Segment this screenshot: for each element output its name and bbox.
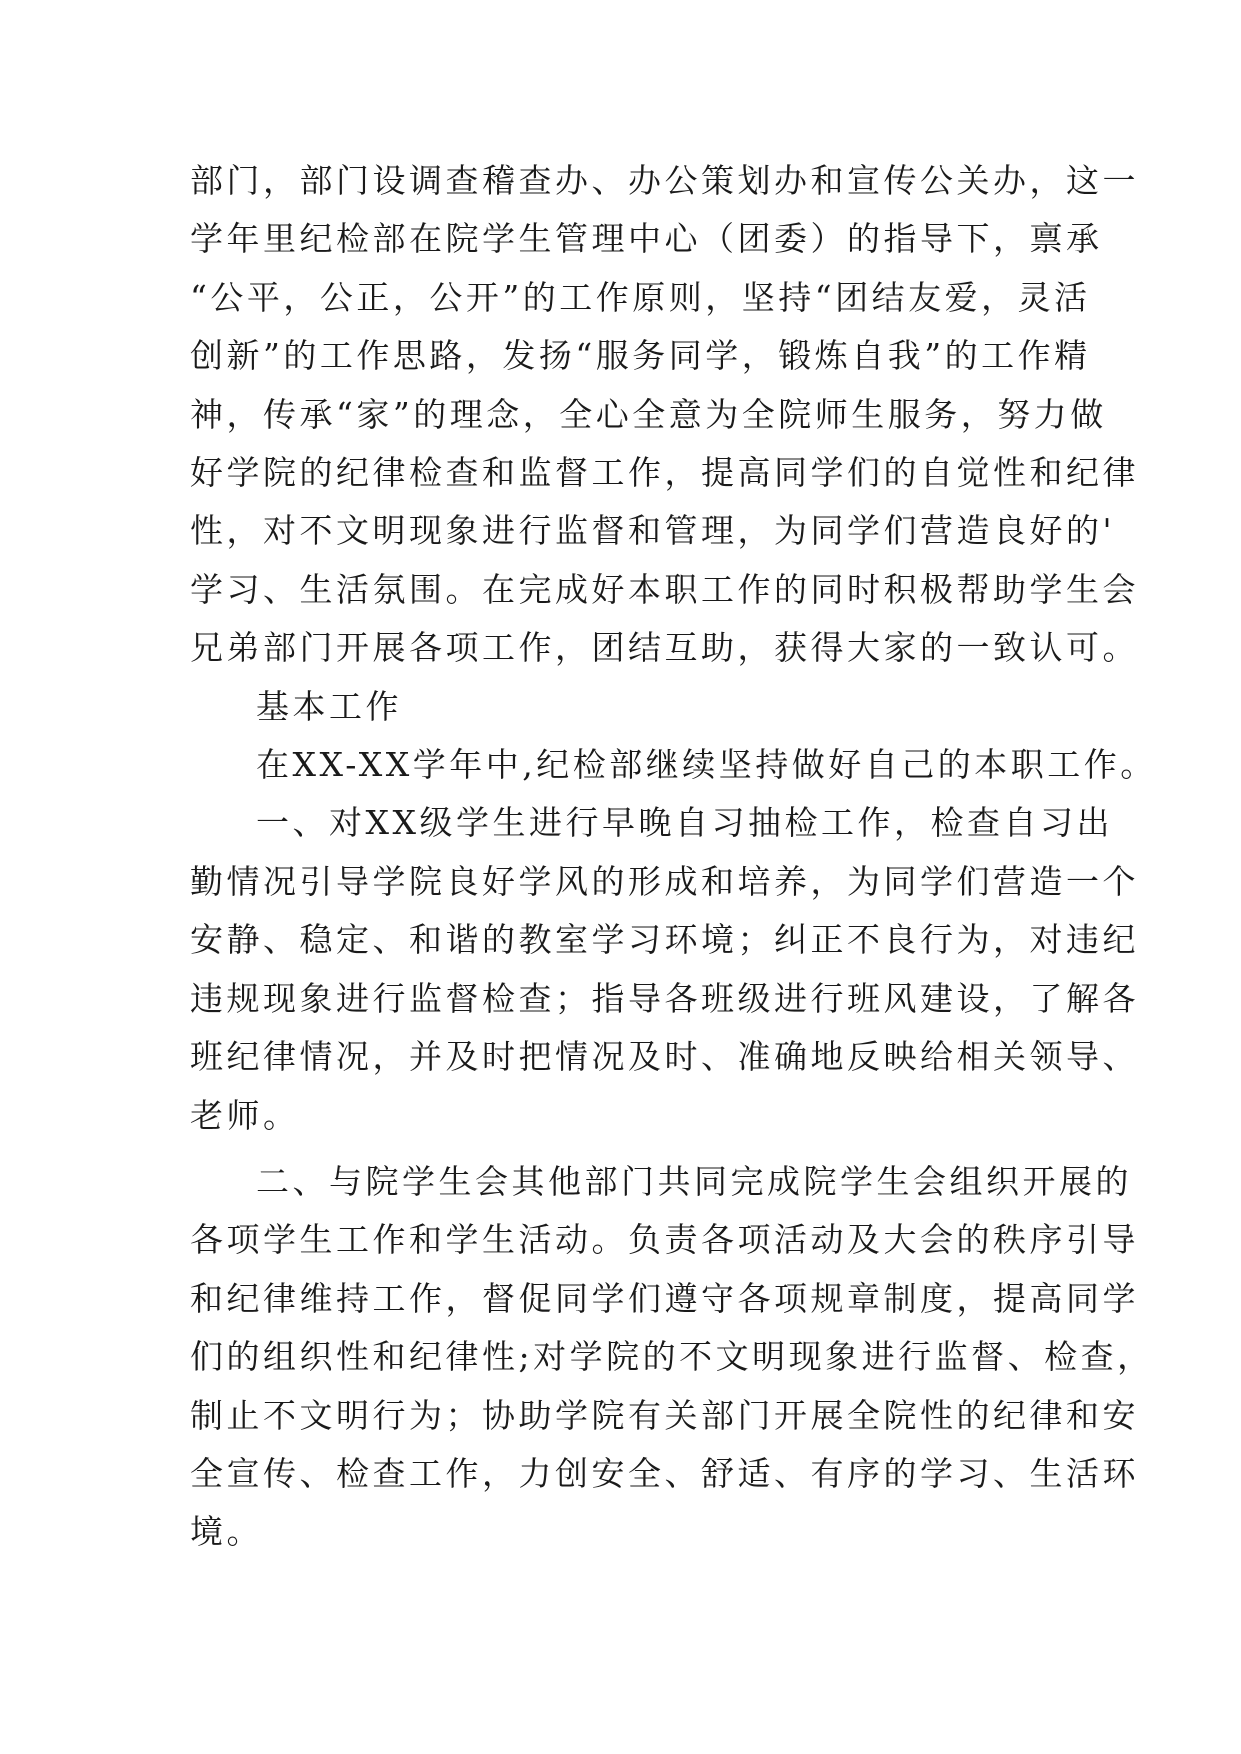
item-two-line: 和纪律维持工作，督促同学们遵守各项规章制度，提高同学 xyxy=(190,1278,1139,1318)
item-two-line: 们的组织性和纪律性;对学院的不文明现象进行监督、检查， xyxy=(190,1337,1154,1377)
intro-line: 好学院的纪律检查和监督工作，提高同学们的自觉性和纪律 xyxy=(190,453,1139,493)
intro-line: 部门，部门设调查稽查办、办公策划办和宣传公关办，这一 xyxy=(190,161,1139,200)
item-one-line: 一、对XX级学生进行早晚自习抽检工作，检查自习出 xyxy=(256,803,1113,843)
item-two-line: 各项学生工作和学生活动。负责各项活动及大会的秩序引导 xyxy=(190,1220,1139,1260)
item-one-line: 违规现象进行监督检查；指导各班级进行班风建设，了解各 xyxy=(190,978,1139,1018)
item-two-line: 境。 xyxy=(190,1512,263,1552)
item-one-line: 安静、稳定、和谐的教室学习环境；纠正不良行为，对违纪 xyxy=(190,920,1139,960)
intro-line: 兄弟部门开展各项工作，团结互助，获得大家的一致认可。 xyxy=(190,628,1139,668)
intro-line: “公平，公正，公开”的工作原则，坚持“团结友爱，灵活 xyxy=(190,277,1091,317)
intro-paragraph xyxy=(190,152,1139,678)
item-two-line: 全宣传、检查工作，力创安全、舒适、有序的学习、生活环 xyxy=(190,1453,1139,1493)
section-heading xyxy=(190,678,1070,736)
intro-line: 学习、生活氛围。在完成好本职工作的同时积极帮助学生会 xyxy=(190,569,1139,609)
section-heading-text: 基本工作 xyxy=(256,686,402,726)
year-statement-text: 在XX-XX学年中,纪检部继续坚持做好自己的本职工作。 xyxy=(256,745,1157,785)
item-two-line: 制止不文明行为；协助学院有关部门开展全院性的纪律和安 xyxy=(190,1395,1139,1435)
item-one-line: 班纪律情况，并及时把情况及时、准确地反映给相关领导、 xyxy=(190,1037,1139,1077)
year-statement xyxy=(190,736,1157,794)
intro-line: 创新”的工作思路，发扬“服务同学，锻炼自我”的工作精 xyxy=(190,336,1091,376)
intro-line: 学年里纪检部在院学生管理中心（团委）的指导下，禀承 xyxy=(190,219,1103,259)
item-two-line: 二、与院学生会其他部门共同完成院学生会组织开展的 xyxy=(256,1161,1132,1201)
item-one-line: 老师。 xyxy=(190,1095,300,1135)
item-one-paragraph xyxy=(190,794,1139,1144)
item-two-paragraph xyxy=(190,1153,1154,1562)
intro-line: 神，传承“家”的理念，全心全意为全院师生服务，努力做 xyxy=(190,394,1107,434)
document-body xyxy=(190,152,1157,1562)
intro-line: 性，对不文明现象进行监督和管理，为同学们营造良好的' xyxy=(190,511,1116,551)
item-one-line: 勤情况引导学院良好学风的形成和培养，为同学们营造一个 xyxy=(190,861,1139,901)
